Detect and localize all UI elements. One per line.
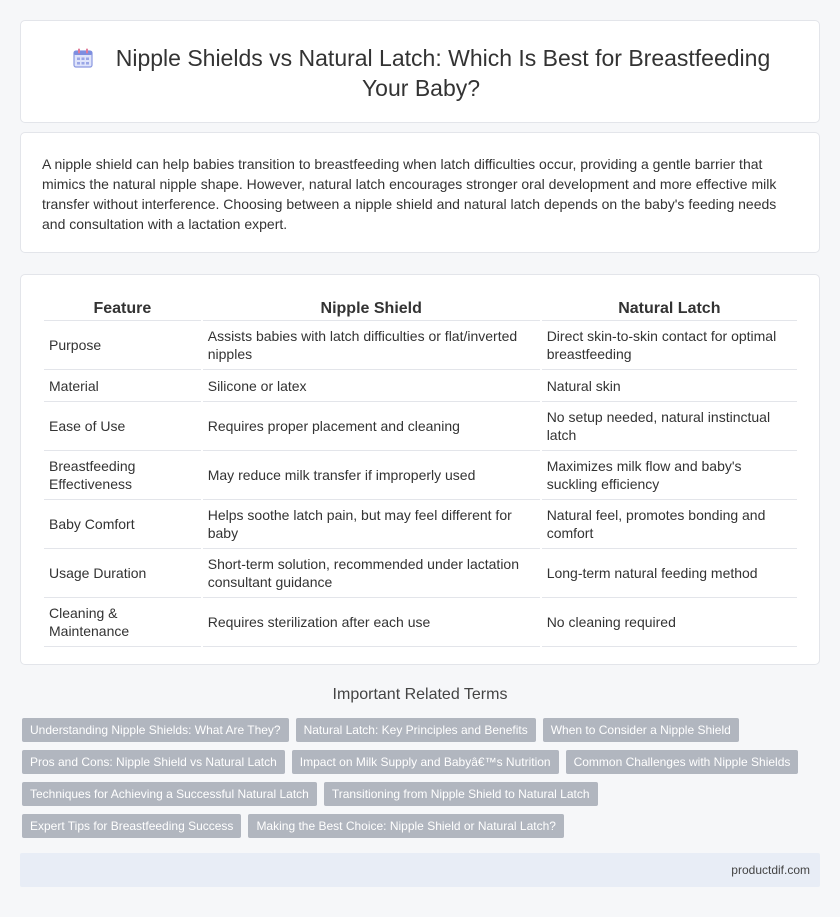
- feature-cell: Purpose: [44, 321, 201, 370]
- table-row: [44, 402, 797, 451]
- page-title: Nipple Shields vs Natural Latch: Which Is Best for Breastfeeding Your Baby?: [115, 45, 771, 101]
- feature-cell: Breastfeeding Effectiveness: [44, 451, 201, 500]
- natural-latch-cell: No setup needed, natural instinctual latch: [542, 402, 797, 451]
- page-title-row: [21, 43, 821, 103]
- natural-latch-cell: Direct skin-to-skin contact for optimal breastfeeding: [542, 321, 797, 370]
- table-row: [44, 451, 797, 500]
- related-term-tag[interactable]: Expert Tips for Breastfeeding Success: [22, 814, 241, 838]
- related-terms-heading: Important Related Terms: [332, 686, 508, 703]
- table-header-row: [44, 296, 797, 321]
- natural-latch-cell: Maximizes milk flow and baby's suckling efficiency: [542, 451, 797, 500]
- natural-latch-cell: Long-term natural feeding method: [542, 549, 797, 598]
- nipple-shield-cell: Requires proper placement and cleaning: [203, 402, 540, 451]
- related-term-tag[interactable]: When to Consider a Nipple Shield: [543, 718, 739, 742]
- nipple-shield-cell: Silicone or latex: [203, 370, 540, 402]
- comparison-card: [20, 274, 820, 665]
- nipple-shield-cell: May reduce milk transfer if improperly used: [203, 451, 540, 500]
- feature-cell: Material: [44, 370, 201, 402]
- feature-cell: Usage Duration: [44, 549, 201, 598]
- related-term-tag[interactable]: Common Challenges with Nipple Shields: [566, 750, 799, 774]
- related-term-tag[interactable]: Natural Latch: Key Principles and Benefits: [296, 718, 536, 742]
- comparison-table: [42, 296, 799, 647]
- feature-cell: Baby Comfort: [44, 500, 201, 549]
- table-row: [44, 321, 797, 370]
- table-row: [44, 370, 797, 402]
- column-header-natural-latch: Natural Latch: [542, 296, 797, 321]
- natural-latch-cell: Natural feel, promotes bonding and comfort: [542, 500, 797, 549]
- natural-latch-cell: No cleaning required: [542, 598, 797, 647]
- intro-card: [20, 132, 820, 253]
- table-row: [44, 549, 797, 598]
- nipple-shield-cell: Short-term solution, recommended under lactation consultant guidance: [203, 549, 540, 598]
- nipple-shield-cell: Helps soothe latch pain, but may feel different for baby: [203, 500, 540, 549]
- footer-bar: [20, 853, 820, 887]
- nipple-shield-cell: Assists babies with latch difficulties or flat/inverted nipples: [203, 321, 540, 370]
- feature-cell: Ease of Use: [44, 402, 201, 451]
- header-card: [20, 20, 820, 123]
- intro-paragraph: A nipple shield can help babies transition to breastfeeding when latch difficulties occur, providing a gentle barrier that mimics the natural nipple shape. However, natural latch encourages stronger oral development and more effective milk transfer without interference. Choosing between a nipple shield and natural latch depends on the baby's feeding needs and consultation with a lactation expert.: [42, 156, 777, 232]
- table-row: [44, 500, 797, 549]
- calendar-icon: [72, 46, 94, 68]
- related-term-tag[interactable]: Transitioning from Nipple Shield to Natural Latch: [324, 782, 598, 806]
- table-row: [44, 598, 797, 647]
- column-header-feature: Feature: [44, 296, 201, 321]
- related-terms-list: [22, 718, 812, 838]
- natural-latch-cell: Natural skin: [542, 370, 797, 402]
- related-term-tag[interactable]: Pros and Cons: Nipple Shield vs Natural Latch: [22, 750, 285, 774]
- related-term-tag[interactable]: Making the Best Choice: Nipple Shield or Natural Latch?: [248, 814, 564, 838]
- related-term-tag[interactable]: Understanding Nipple Shields: What Are They?: [22, 718, 289, 742]
- feature-cell: Cleaning & Maintenance: [44, 598, 201, 647]
- related-term-tag[interactable]: Techniques for Achieving a Successful Natural Latch: [22, 782, 317, 806]
- related-term-tag[interactable]: Impact on Milk Supply and Babyâ€™s Nutrition: [292, 750, 559, 774]
- column-header-nipple-shield: Nipple Shield: [203, 296, 540, 321]
- footer-site-link[interactable]: productdif.com: [731, 863, 810, 877]
- nipple-shield-cell: Requires sterilization after each use: [203, 598, 540, 647]
